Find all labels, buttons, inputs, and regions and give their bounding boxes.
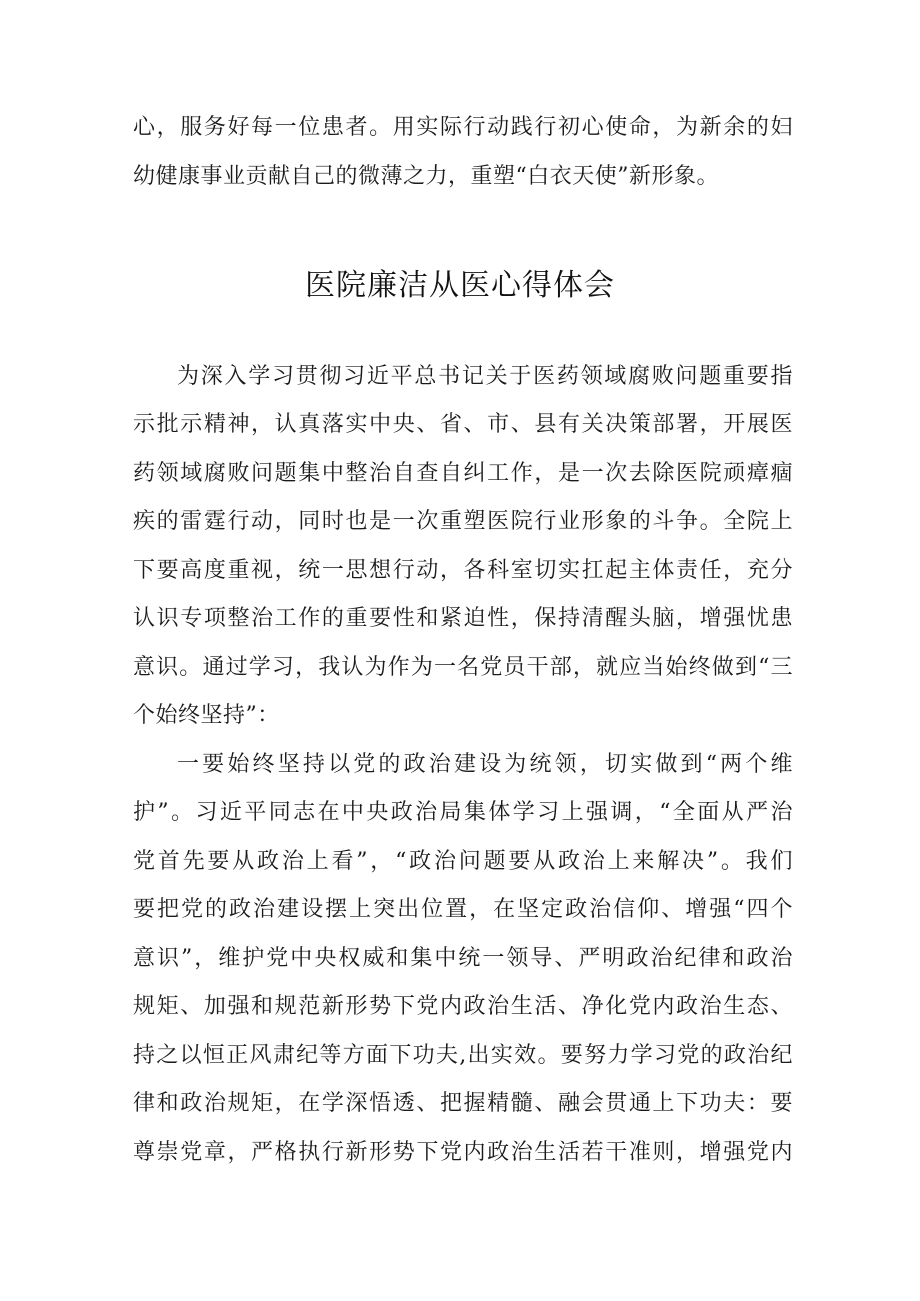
text-line: 心，服务好每一位患者。用实际行动践行初心使命，为新余的妇 xyxy=(133,115,793,140)
text-line: 持之以恒正风肃纪等方面下功夫,出实效。要努力学习党的政治纪 xyxy=(133,1043,793,1068)
text-line: 为深入学习贯彻习近平总书记关于医药领域腐败问题重要指 xyxy=(177,364,793,389)
text-line: 个始终坚持”： xyxy=(133,703,280,728)
text-line: 党首先要从政治上看”，“政治问题要从政治上来解决”。我们 xyxy=(133,849,793,874)
text-line: 律和政治规矩，在学深悟透、把握精髓、融会贯通上下功夫：要 xyxy=(133,1091,793,1116)
text-line: 疾的雷霆行动，同时也是一次重塑医院行业形象的斗争。全院上 xyxy=(133,509,793,534)
text-line: 尊崇党章，严格执行新形势下党内政治生活若干准则，增强党内 xyxy=(133,1140,793,1165)
text-line: 规矩、加强和规范新形势下党内政治生活、净化党内政治生态、 xyxy=(133,994,793,1019)
text-line: 药领域腐败问题集中整治自查自纠工作，是一次去除医院顽瘴痼 xyxy=(133,461,793,486)
text-line: 意识”，维护党中央权威和集中统一领导、严明政治纪律和政治 xyxy=(133,946,793,971)
text-line: 认识专项整治工作的重要性和紧迫性，保持清醒头脑，增强忧患 xyxy=(133,606,793,631)
text-line: 下要高度重视，统一思想行动，各科室切实扛起主体责任，充分 xyxy=(133,558,793,583)
document-title: 医院廉洁从医心得体会 xyxy=(305,268,615,303)
text-line: 护”。习近平同志在中央政治局集体学习上强调，“全面从严治 xyxy=(133,800,793,825)
text-line: 幼健康事业贡献自己的微薄之力，重塑“白衣天使”新形象。 xyxy=(133,164,719,189)
text-line: 示批示精神，认真落实中央、省、市、县有关决策部署，开展医 xyxy=(133,412,793,437)
text-line: 一要始终坚持以党的政治建设为统领，切实做到“两个维 xyxy=(177,752,793,777)
text-line: 意识。通过学习，我认为作为一名党员干部，就应当始终做到“三 xyxy=(133,655,793,680)
text-line: 要把党的政治建设摆上突出位置，在坚定政治信仰、增强“四个 xyxy=(133,897,793,922)
